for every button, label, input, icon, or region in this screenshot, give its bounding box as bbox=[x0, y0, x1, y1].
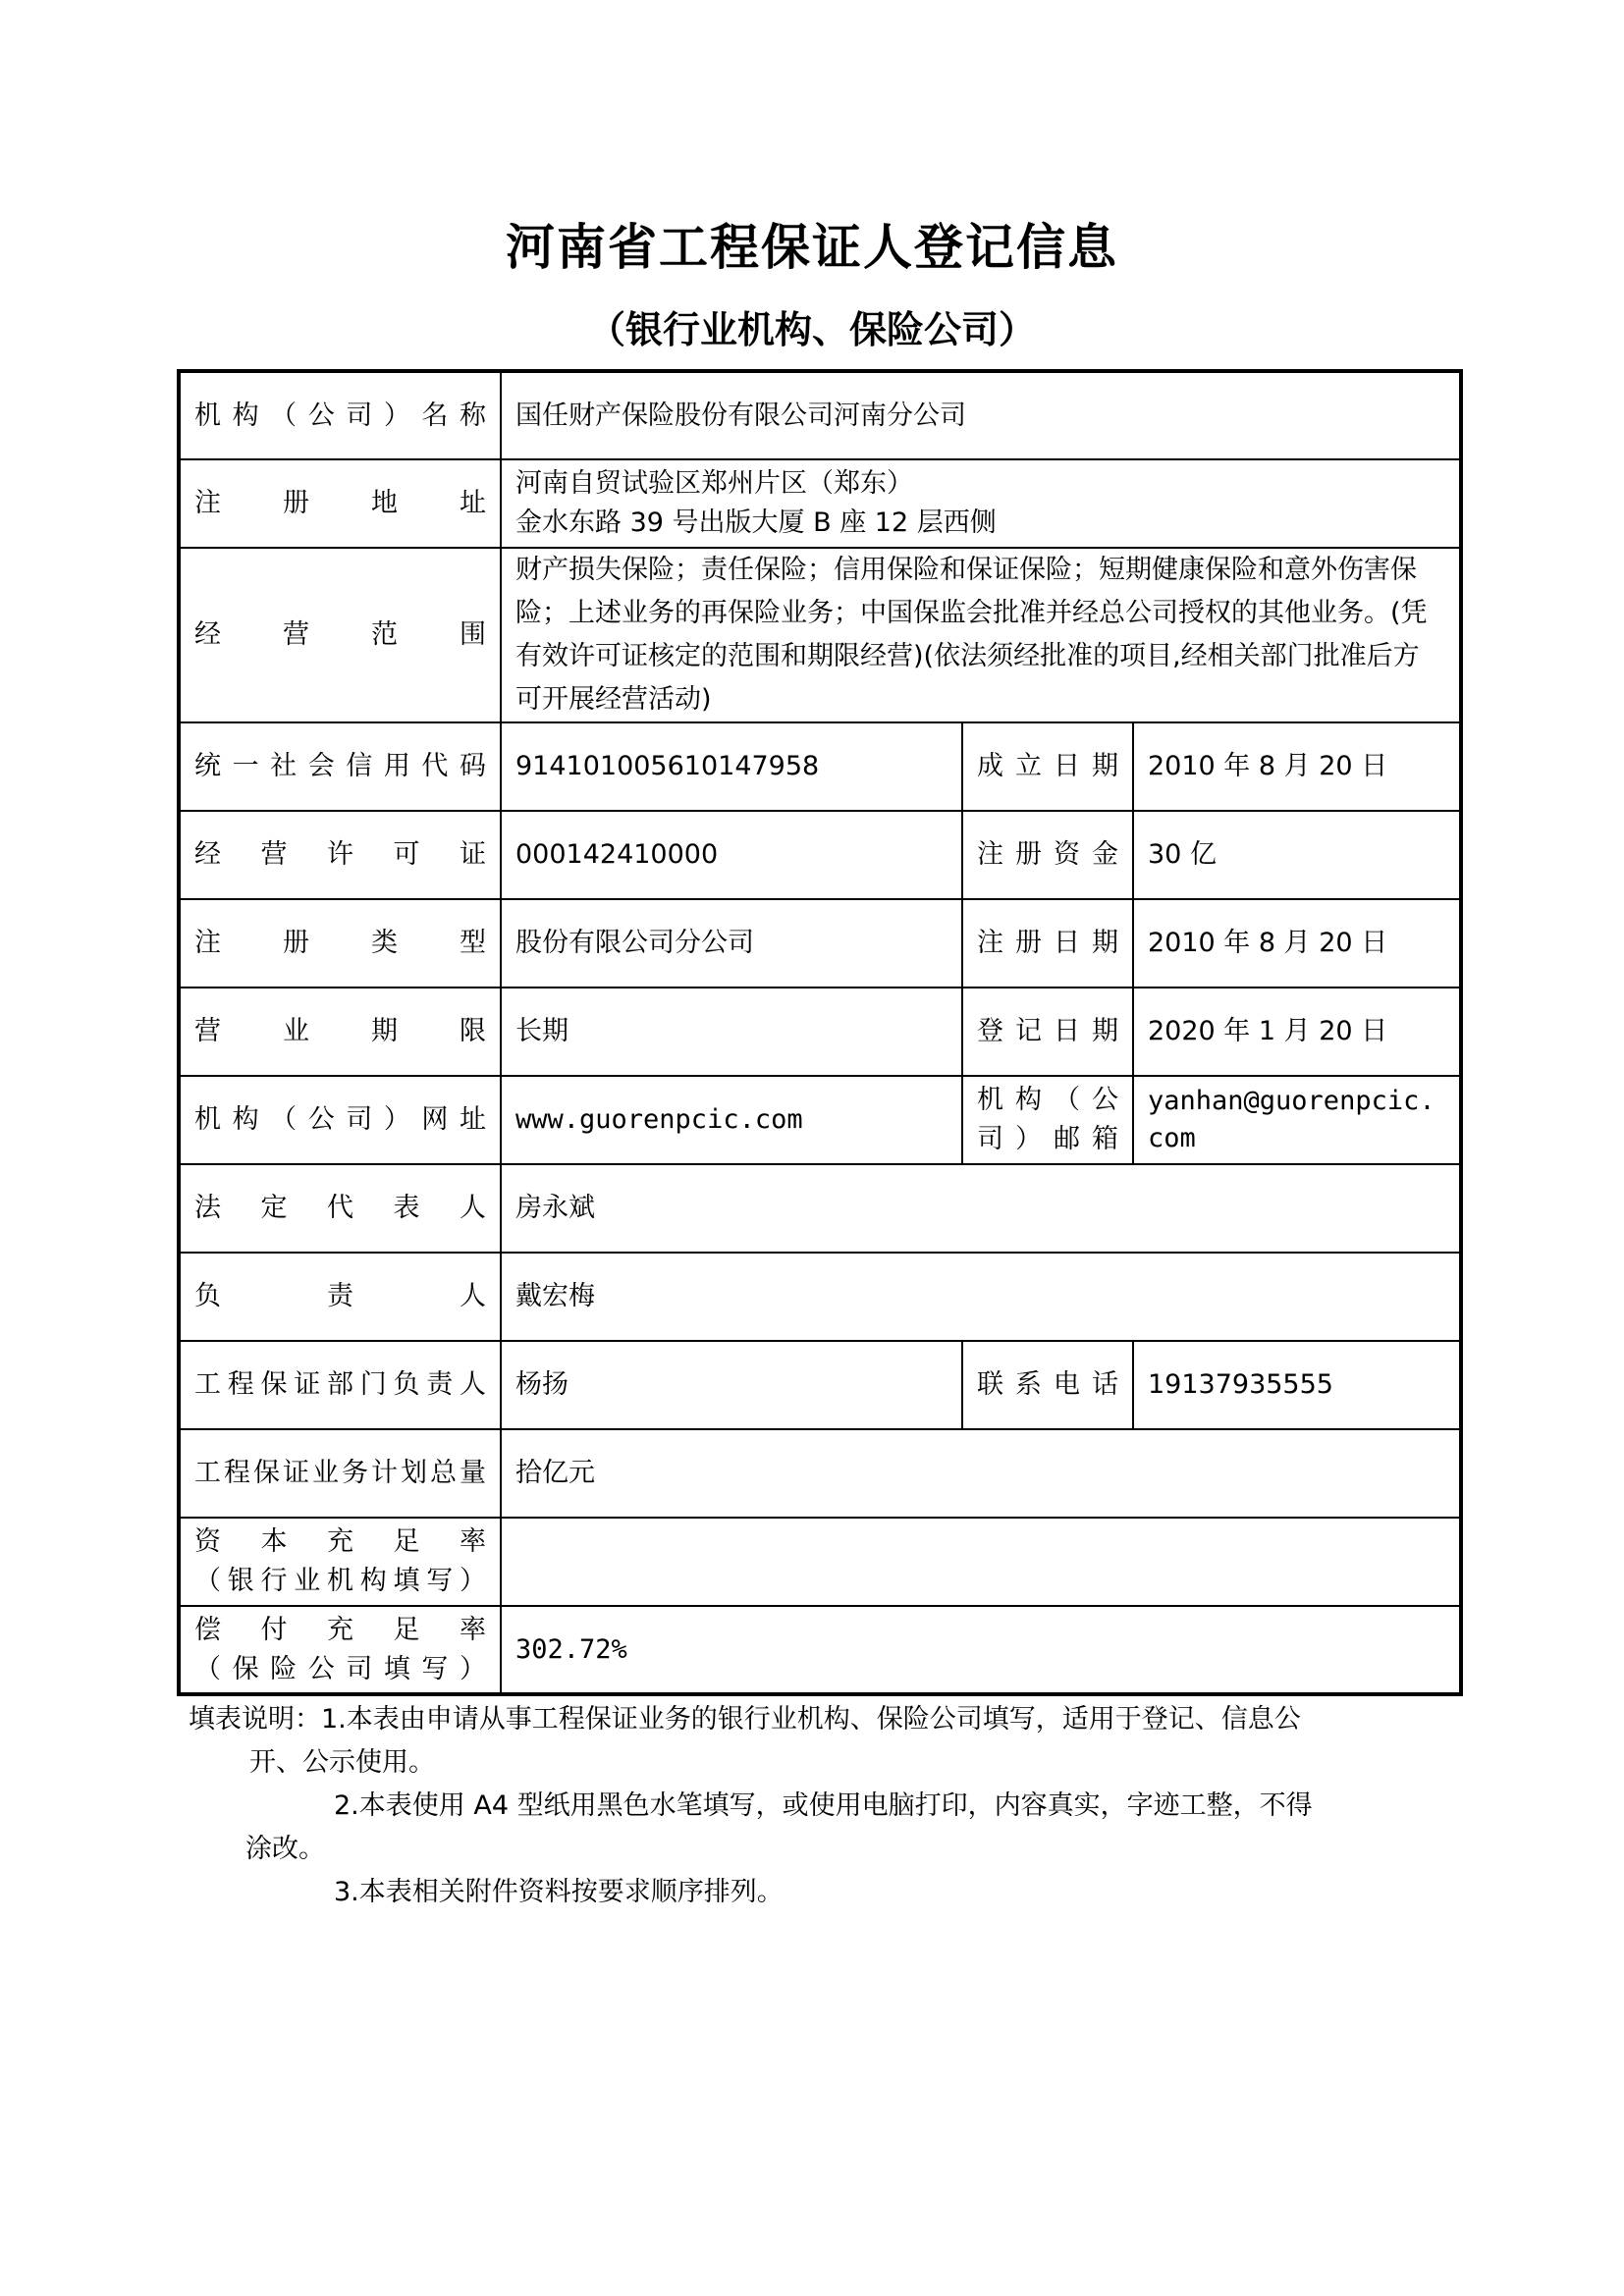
company-name-label: 机构（公司）名称 bbox=[179, 371, 501, 459]
reg-date-label: 注册日期 bbox=[962, 899, 1133, 988]
scope-label: 经营范围 bbox=[179, 548, 501, 722]
solvency-ratio-label-line-2: （保险公司填写） bbox=[194, 1653, 486, 1684]
registration-table bbox=[177, 369, 1463, 1696]
reg-date-value: 2010 年 8 月 20 日 bbox=[1133, 899, 1461, 988]
reg-type-label: 注册类型 bbox=[179, 899, 501, 988]
row-reg-type bbox=[179, 899, 1461, 988]
solvency-ratio-label-line-1: 偿付充足率 bbox=[194, 1614, 486, 1645]
credit-code-value: 914101005610147958 bbox=[501, 722, 962, 811]
record-date-value: 2020 年 1 月 20 日 bbox=[1133, 988, 1461, 1076]
term-value: 长期 bbox=[501, 988, 962, 1076]
legal-rep-value: 房永斌 bbox=[501, 1164, 1461, 1253]
website-value: www.guorenpcic.com bbox=[501, 1076, 962, 1164]
page-subtitle: （银行业机构、保险公司） bbox=[587, 308, 1036, 351]
note-1-line-2: 开、公示使用。 bbox=[249, 1747, 435, 1778]
address-line-1: 河南自贸试验区郑州片区（郑东） bbox=[515, 468, 913, 499]
capital-ratio-label bbox=[179, 1518, 501, 1606]
credit-code-label: 统一社会信用代码 bbox=[179, 722, 501, 811]
dept-head-value: 杨扬 bbox=[501, 1341, 962, 1429]
term-label: 营业期限 bbox=[179, 988, 501, 1076]
row-responsible bbox=[179, 1253, 1461, 1341]
row-dept-head bbox=[179, 1341, 1461, 1429]
dept-head-label: 工程保证部门负责人 bbox=[179, 1341, 501, 1429]
note-1-line-1: 填表说明：1.本表由申请从事工程保证业务的银行业机构、保险公司填写，适用于登记、信息公 bbox=[189, 1704, 1301, 1735]
form-notes bbox=[189, 1698, 1426, 1914]
registered-capital-value: 30 亿 bbox=[1133, 811, 1461, 899]
phone-value: 19137935555 bbox=[1133, 1341, 1461, 1429]
reg-type-value: 股份有限公司分公司 bbox=[501, 899, 962, 988]
capital-ratio-label-line-2: （银行业机构填写） bbox=[194, 1566, 486, 1596]
row-credit-code bbox=[179, 722, 1461, 811]
row-website bbox=[179, 1076, 1461, 1164]
solvency-ratio-value: 302.72% bbox=[501, 1606, 1461, 1694]
plan-total-label: 工程保证业务计划总量 bbox=[179, 1429, 501, 1518]
registered-capital-label: 注册资金 bbox=[962, 811, 1133, 899]
website-label: 机构（公司）网址 bbox=[179, 1076, 501, 1164]
row-address bbox=[179, 459, 1461, 548]
address-line-2: 金水东路 39 号出版大厦 B 座 12 层西侧 bbox=[515, 507, 997, 538]
record-date-label: 登记日期 bbox=[962, 988, 1133, 1076]
row-solvency-ratio bbox=[179, 1606, 1461, 1694]
capital-ratio-label-line-1: 资本充足率 bbox=[194, 1526, 486, 1557]
email-label-line-2: 司）邮箱 bbox=[977, 1124, 1118, 1154]
row-company-name bbox=[179, 371, 1461, 459]
license-value: 000142410000 bbox=[501, 811, 962, 899]
note-2-line-2: 涂改。 bbox=[245, 1834, 325, 1864]
note-2-line-1: 2.本表使用 A4 型纸用黑色水笔填写，或使用电脑打印，内容真实，字迹工整，不得 bbox=[334, 1790, 1313, 1821]
established-date-value: 2010 年 8 月 20 日 bbox=[1133, 722, 1461, 811]
row-license bbox=[179, 811, 1461, 899]
email-label-line-1: 机构（公 bbox=[977, 1085, 1118, 1115]
address-label: 注册地址 bbox=[179, 459, 501, 548]
row-capital-ratio bbox=[179, 1518, 1461, 1606]
plan-total-value: 拾亿元 bbox=[501, 1429, 1461, 1518]
responsible-label: 负责人 bbox=[179, 1253, 501, 1341]
company-name-value: 国任财产保险股份有限公司河南分公司 bbox=[501, 371, 1461, 459]
row-scope bbox=[179, 548, 1461, 722]
page-title: 河南省工程保证人登记信息 bbox=[506, 219, 1118, 276]
address-value bbox=[501, 459, 1461, 548]
license-label: 经营许可证 bbox=[179, 811, 501, 899]
email-label bbox=[962, 1076, 1133, 1164]
email-value: yanhan@guorenpcic.com bbox=[1133, 1076, 1461, 1164]
established-date-label: 成立日期 bbox=[962, 722, 1133, 811]
capital-ratio-value bbox=[501, 1518, 1461, 1606]
row-plan-total bbox=[179, 1429, 1461, 1518]
scope-value: 财产损失保险；责任保险；信用保险和保证保险；短期健康保险和意外伤害保险；上述业务的再保险业务；中国保监会批准并经总公司授权的其他业务。(凭有效许可证核定的范围和期限经营)(依法须经批准的项目,经相关部门批准后方可开展经营活动) bbox=[501, 548, 1461, 722]
legal-rep-label: 法定代表人 bbox=[179, 1164, 501, 1253]
row-legal-rep bbox=[179, 1164, 1461, 1253]
solvency-ratio-label bbox=[179, 1606, 501, 1694]
row-term bbox=[179, 988, 1461, 1076]
note-3: 3.本表相关附件资料按要求顺序排列。 bbox=[334, 1877, 784, 1907]
responsible-value: 戴宏梅 bbox=[501, 1253, 1461, 1341]
phone-label: 联系电话 bbox=[962, 1341, 1133, 1429]
